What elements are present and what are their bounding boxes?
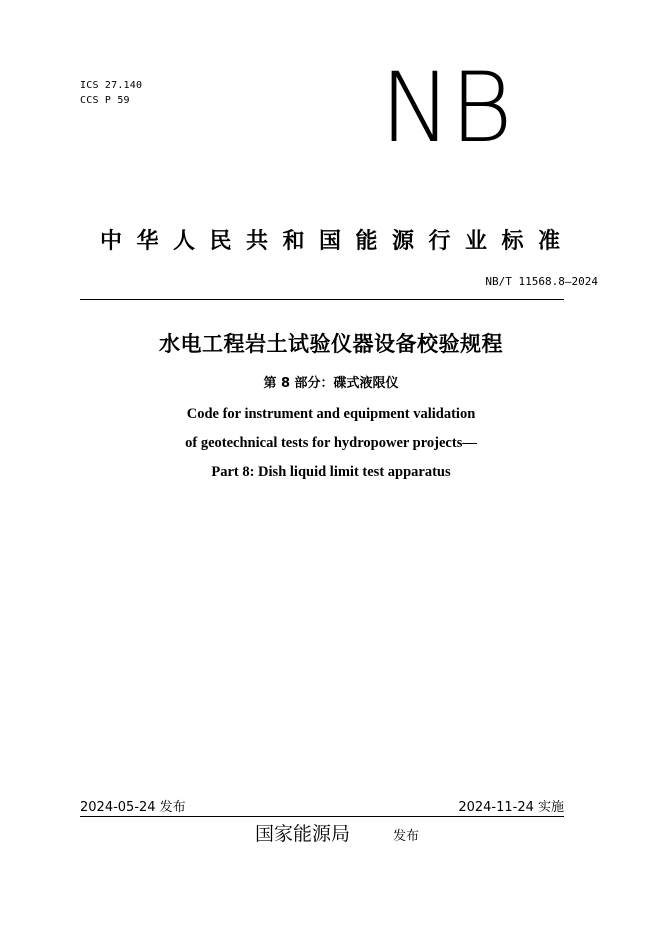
- document-title-chinese: 水电工程岩土试验仪器设备校验规程: [159, 332, 503, 356]
- issuer-name: 国家能源局: [255, 823, 351, 845]
- standard-number: NB/T 11568.8—2024: [485, 275, 598, 288]
- header-divider: [80, 299, 564, 300]
- document-title-english-line1: Code for instrument and equipment validation: [186, 406, 476, 422]
- document-part-chinese: 第 8 部分：碟式液限仪: [263, 376, 399, 391]
- implementation-date: 2024-11-24 实施: [458, 800, 564, 815]
- issue-date: 2024-05-24 发布: [80, 800, 186, 815]
- issuer-suffix: 发布: [393, 829, 420, 844]
- document-title-english-line2: of geotechnical tests for hydropower projects—: [185, 435, 477, 451]
- standard-type-heading: 中华人民共和国能源行业标准: [100, 229, 575, 254]
- footer-divider: [80, 816, 564, 817]
- ics-code: ICS 27.140: [80, 80, 143, 91]
- ccs-code: CCS P 59: [80, 95, 130, 106]
- nb-logo: NB: [380, 52, 511, 164]
- document-title-english-line3: Part 8: Dish liquid limit test apparatus: [211, 464, 451, 480]
